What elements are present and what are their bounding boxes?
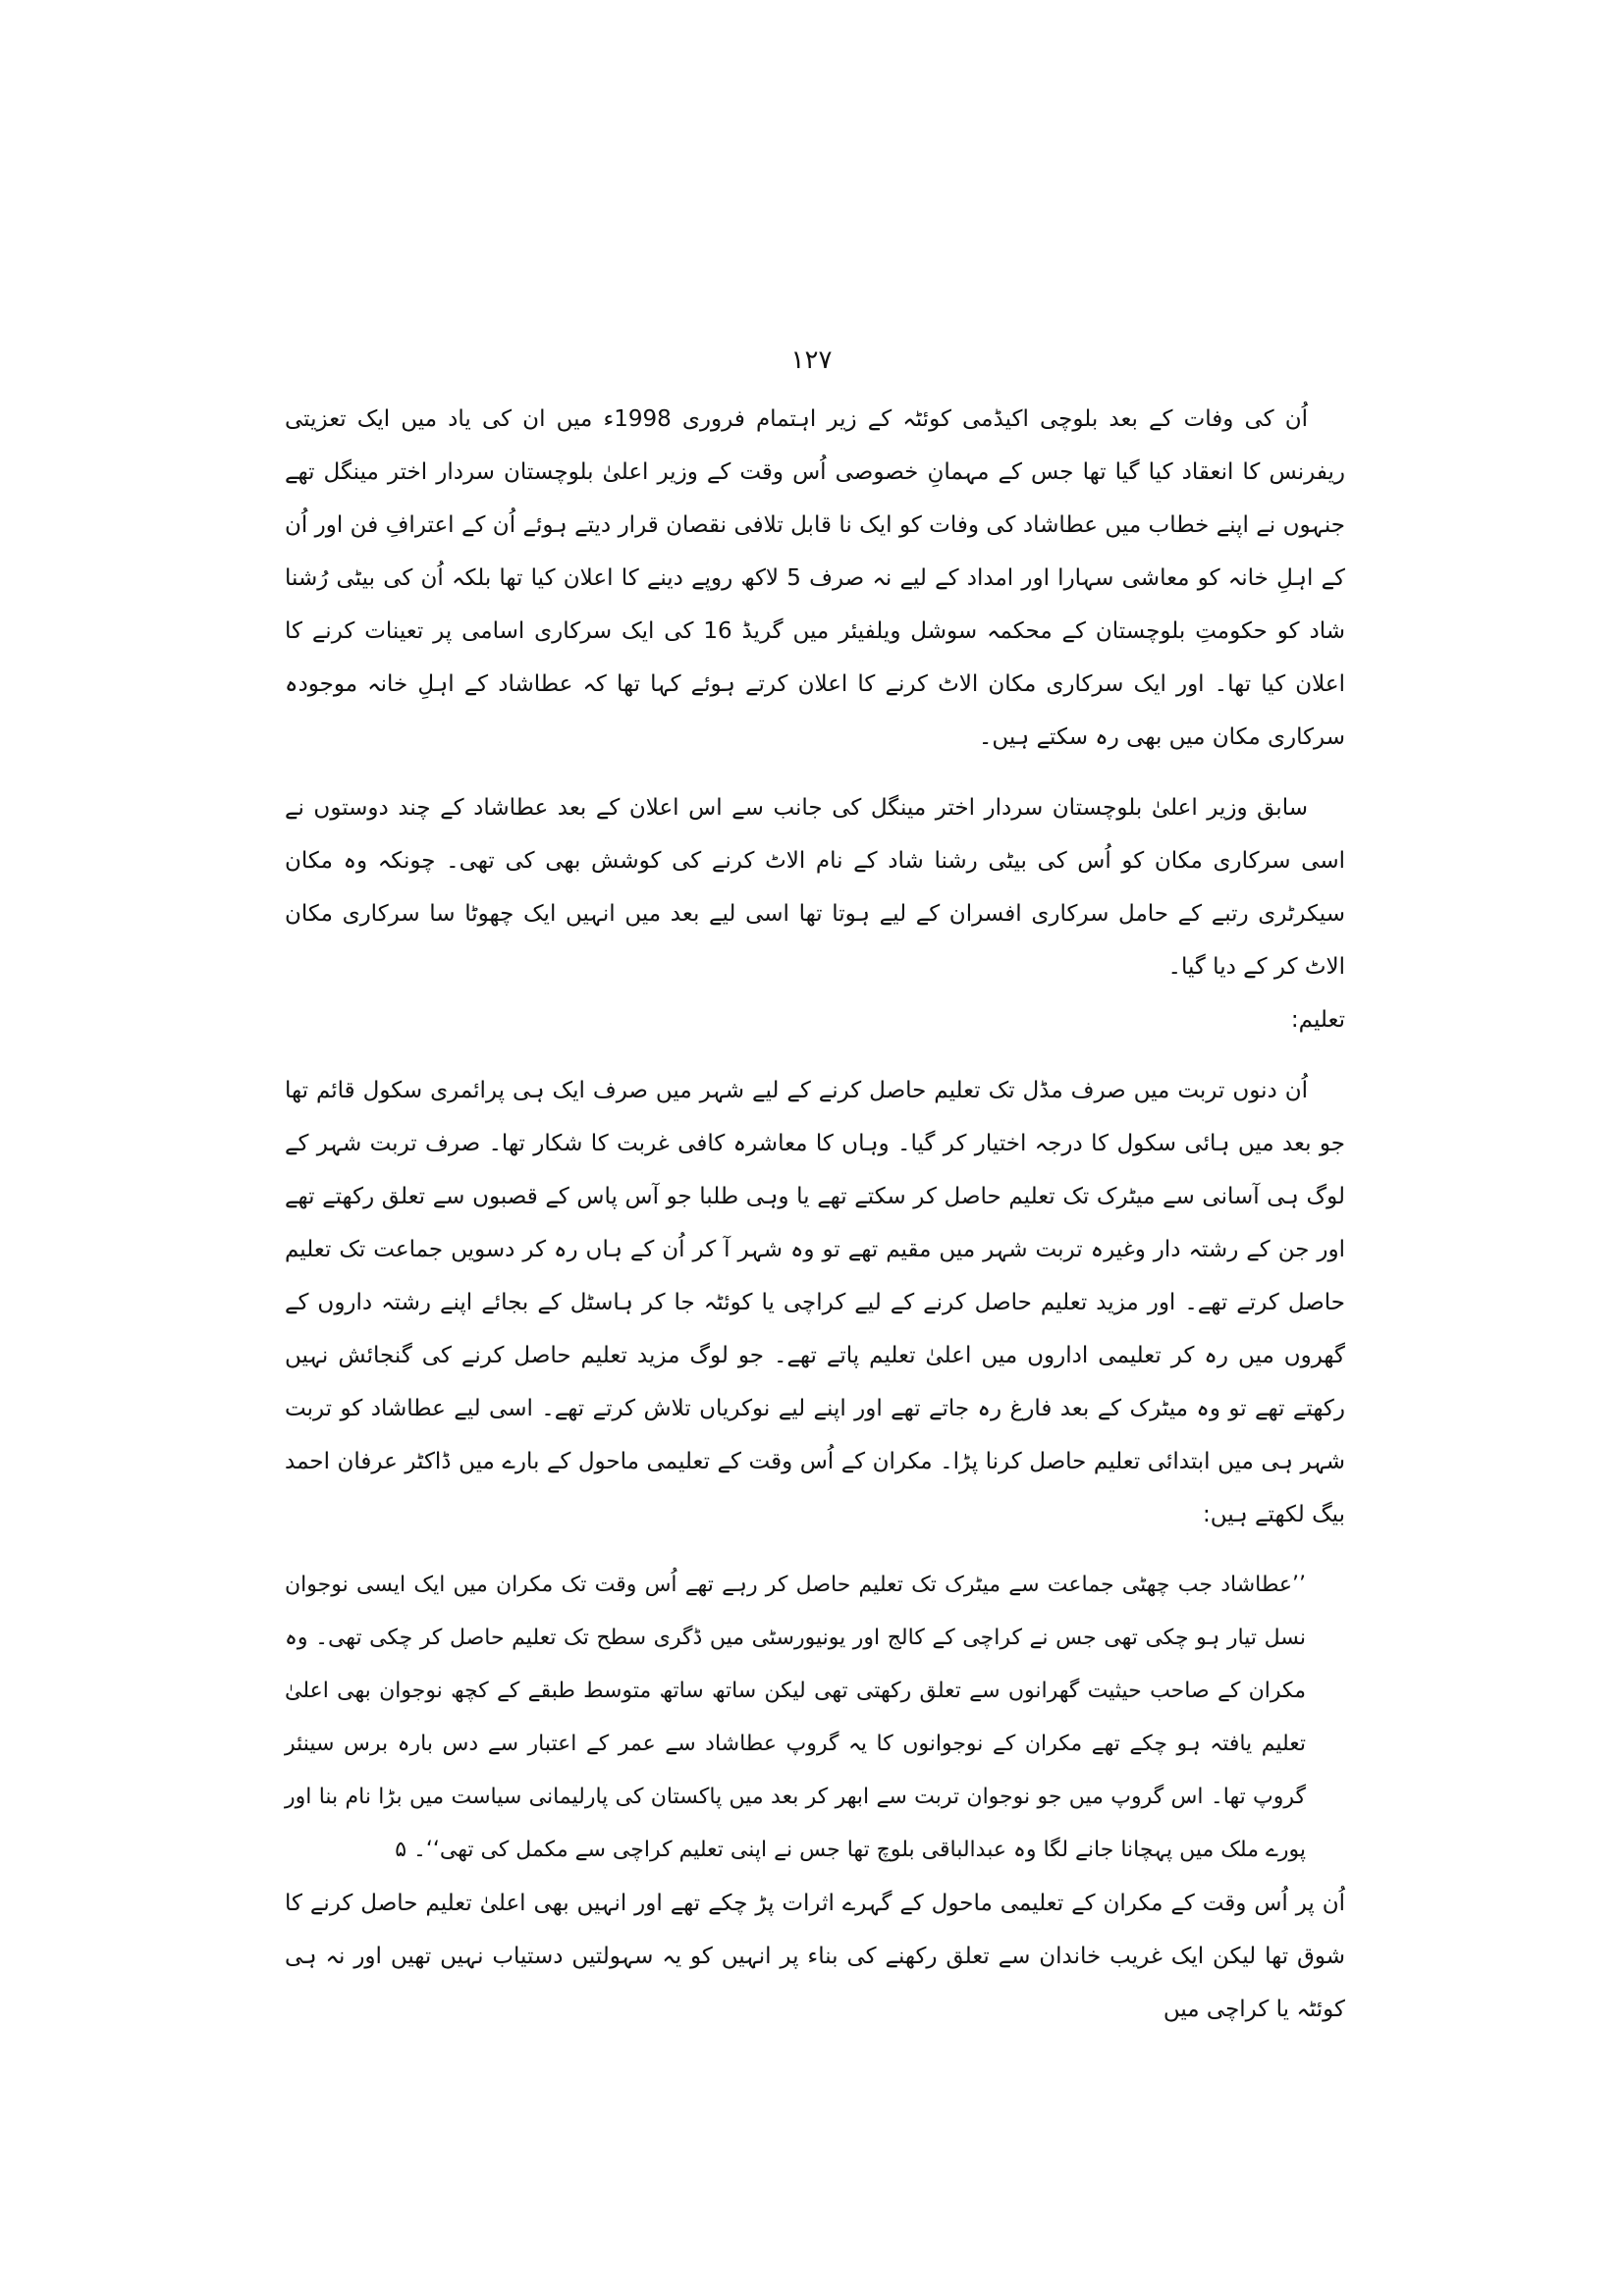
paragraph-spacer bbox=[285, 764, 1345, 781]
paragraph-spacer bbox=[285, 1046, 1345, 1064]
paragraph-memorial-reference: اُن کی وفات کے بعد بلوچی اکیڈمی کوئٹہ کے زیر اہتمام فروری 1998ء میں ان کی یاد میں ایک تعزیتی ریفرنس کا انعقاد کیا گیا تھا جس کے مہمانِ خصوصی اُس وقت کے وزیر اعلیٰ بلوچستان سردار اختر مینگل تھے جنہوں نے اپنے خطاب میں عطاشاد کی وفات کو ایک نا قابل تلافی نقصان قرار دیتے ہوئے اُن کے اعترافِ فن اور اُن کے اہلِ خانہ کو معاشی سہارا اور امداد کے لیے نہ صرف 5 لاکھ روپے دینے کا اعلان کیا تھا بلکہ اُن کی بیٹی رُشنا شاد کو حکومتِ بلوچستان کے محکمہ سوشل ویلفیئر میں گریڈ 16 کی ایک سرکاری اسامی پر تعینات کرنے کا اعلان کیا تھا۔ اور ایک سرکاری مکان الاٹ کرنے کا اعلان کرتے ہوئے کہا تھا کہ عطاشاد کے اہلِ خانہ موجودہ سرکاری مکان میں بھی رہ سکتے ہیں۔ bbox=[285, 406, 1346, 750]
page-body bbox=[285, 393, 1345, 2036]
block-quote: ’’عطاشاد جب چھٹی جماعت سے میٹرک تک تعلیم حاصل کر رہے تھے اُس وقت تک مکران میں ایک ایسی نوجوان نسل تیار ہو چکی تھی جس نے کراچی کے کالج اور یونیورسٹی میں ڈگری سطح تک تعلیم حاصل کر چکی تھی۔ وہ مکران کے صاحب حیثیت گھرانوں سے تعلق رکھتی تھی لیکن ساتھ ساتھ متوسط طبقے کے کچھ نوجوان بھی اعلیٰ تعلیم یافتہ ہو چکے تھے مکران کے نوجوانوں کا یہ گروپ عطاشاد سے عمر کے اعتبار سے دس بارہ برس سینئر گروپ تھا۔ اس گروپ میں جو نوجوان تربت سے ابھر کر بعد میں پاکستان کی پارلیمانی سیاست میں بڑا نام بنا اور پورے ملک میں پہچانا جانے لگا وہ عبدالباقی بلوچ تھا جس نے اپنی تعلیم کراچی سے مکمل کی تھی‘‘۔ ۵ bbox=[285, 1573, 1306, 1862]
section-heading-education: تعلیم: bbox=[1290, 1007, 1345, 1033]
paragraph-education-influence: اُن پر اُس وقت کے مکران کے تعلیمی ماحول کے گہرے اثرات پڑ چکے تھے اور انہیں بھی اعلیٰ تعلیم حاصل کرنے کا شوق تھا لیکن ایک غریب خاندان سے تعلق رکھنے کی بناء پر انہیں کو یہ سہولتیں دستیاب نہیں تھیں اور نہ ہی کوئٹہ یا کراچی میں bbox=[285, 1891, 1345, 2022]
paragraph-spacer bbox=[285, 1541, 1345, 1559]
page-number: ۱۲۷ bbox=[790, 346, 833, 375]
paragraph-house-allotment: سابق وزیر اعلیٰ بلوچستان سردار اختر مینگل کی جانب سے اس اعلان کے بعد عطاشاد کے چند دوستوں نے اسی سرکاری مکان کو اُس کی بیٹی رشنا شاد کے نام الاٹ کرنے کی کوشش بھی کی تھی۔ چونکہ وہ مکان سیکرٹری رتبے کے حامل سرکاری افسران کے لیے ہوتا تھا اسی لیے بعد میں انہیں ایک چھوٹا سا سرکاری مکان الاٹ کر کے دیا گیا۔ bbox=[285, 795, 1345, 980]
paragraph-education-turbat: اُن دنوں تربت میں صرف مڈل تک تعلیم حاصل کرنے کے لیے شہر میں صرف ایک ہی پرائمری سکول قائم تھا جو بعد میں ہائی سکول کا درجہ اختیار کر گیا۔ وہاں کا معاشرہ کافی غربت کا شکار تھا۔ صرف تربت شہر کے لوگ ہی آسانی سے میٹرک تک تعلیم حاصل کر سکتے تھے یا وہی طلبا جو آس پاس کے قصبوں سے تعلق رکھتے تھے اور جن کے رشتہ دار وغیرہ تربت شہر میں مقیم تھے تو وہ شہر آ کر اُن کے ہاں رہ کر دسویں جماعت تک تعلیم حاصل کرتے تھے۔ اور مزید تعلیم حاصل کرنے کے لیے کراچی یا کوئٹہ جا کر ہاسٹل کے بجائے اپنے رشتہ داروں کے گھروں میں رہ کر تعلیمی اداروں میں اعلیٰ تعلیم پاتے تھے۔ جو لوگ مزید تعلیم حاصل کرنے کی گنجائش نہیں رکھتے تھے تو وہ میٹرک کے بعد فارغ رہ جاتے تھے اور اپنے لیے نوکریاں تلاش کرتے تھے۔ اسی لیے عطاشاد کو تربت شہر ہی میں ابتدائی تعلیم حاصل کرنا پڑا۔ مکران کے اُس وقت کے تعلیمی ماحول کے بارے میں ڈاکٹر عرفان احمد بیگ لکھتے ہیں: bbox=[285, 1078, 1345, 1527]
